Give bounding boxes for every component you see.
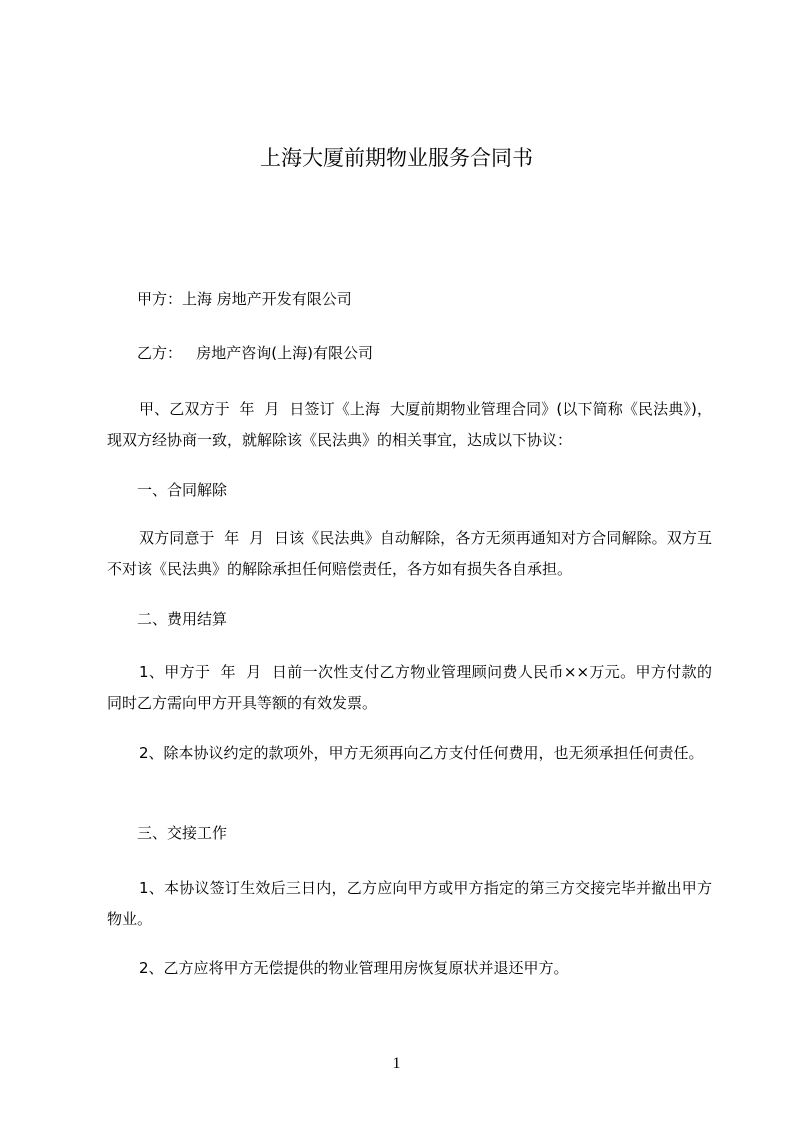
section-3-item-1: 1、本协议签订生效后三日内，乙方应向甲方或甲方指定的第三方交接完毕并撤出甲方物业。 [107,879,712,928]
section-2-item-1: 1、甲方于 年 月 日前一次性支付乙方物业管理顾问费人民币××万元。甲方付款的同时乙方需向甲方开具等额的有效发票。 [107,663,712,712]
page-number: 1 [392,1055,401,1072]
section-1-heading: 一、合同解除 [137,481,228,499]
party-b-line: 乙方： 房地产咨询(上海)有限公司 [137,344,374,362]
section-3-heading: 三、交接工作 [137,824,228,842]
section-2-heading: 二、费用结算 [137,610,228,628]
intro-paragraph: 甲、乙双方于 年 月 日签订《上海 大厦前期物业管理合同》(以下简称《民法典》)，现双方经协商一致，就解除该《民法典》的相关事宜，达成以下协议： [107,400,712,449]
section-2-item-2: 2、除本协议约定的款项外，甲方无须再向乙方支付任何费用，也无须承担任何责任。 [139,744,704,762]
section-3-item-2: 2、乙方应将甲方无偿提供的物业管理用房恢复原状并退还甲方。 [139,959,569,977]
document-title: 上海大厦前期物业服务合同书 [260,146,533,170]
section-1-paragraph: 双方同意于 年 月 日该《民法典》自动解除，各方无须再通知对方合同解除。双方互不对该《民法典》的解除承担任何赔偿责任，各方如有损失各自承担。 [107,529,712,578]
party-a-line: 甲方：上海 房地产开发有限公司 [137,290,352,308]
